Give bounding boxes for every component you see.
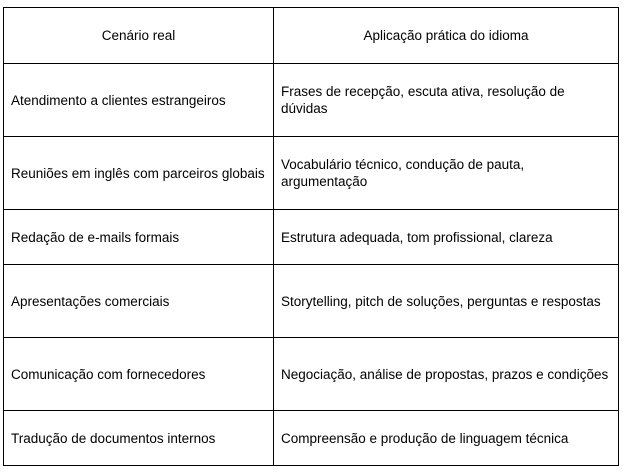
scenario-cell: Atendimento a clientes estrangeiros [4,64,274,137]
table-row [4,265,619,338]
header-practical-application: Aplicação prática do idioma [274,8,619,64]
table-row [4,411,619,466]
application-cell: Vocabulário técnico, condução de pauta, argumentação [274,137,619,210]
application-cell: Frases de recepção, escuta ativa, resolução de dúvidas [274,64,619,137]
application-cell: Compreensão e produção de linguagem técnica [274,411,619,466]
table-row [4,137,619,210]
table-row [4,210,619,265]
scenario-cell: Apresentações comerciais [4,265,274,338]
scenario-cell: Tradução de documentos internos [4,411,274,466]
table-header-row [4,8,619,64]
application-cell: Negociação, análise de propostas, prazos e condições [274,338,619,411]
scenario-cell: Reuniões em inglês com parceiros globais [4,137,274,210]
application-cell: Estrutura adequada, tom profissional, clareza [274,210,619,265]
scenario-cell: Comunicação com fornecedores [4,338,274,411]
scenario-table [3,7,619,466]
header-scenario: Cenário real [4,8,274,64]
table-row [4,64,619,137]
application-cell: Storytelling, pitch de soluções, perguntas e respostas [274,265,619,338]
scenario-cell: Redação de e-mails formais [4,210,274,265]
table-row [4,338,619,411]
